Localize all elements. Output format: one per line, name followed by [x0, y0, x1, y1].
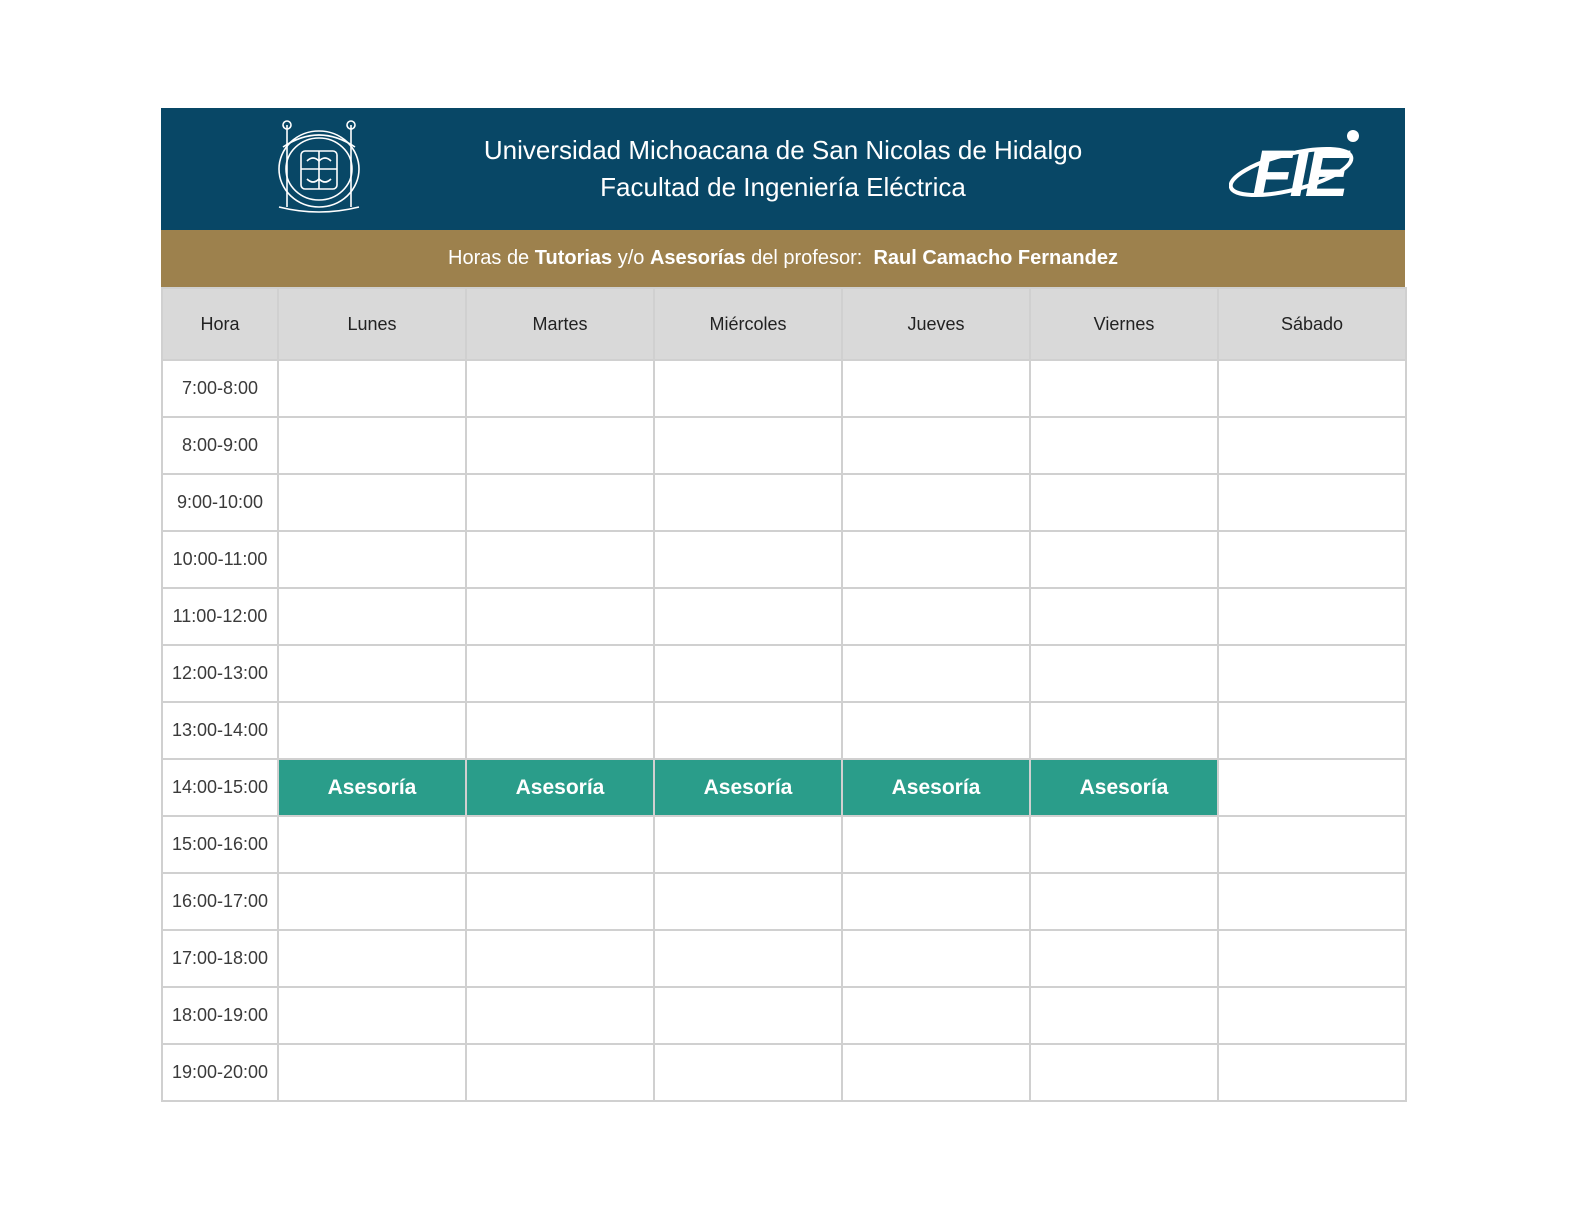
subheader-prefix: Horas de — [448, 247, 535, 269]
empty-slot-cell — [654, 588, 842, 645]
asesoria-cell: Asesoría — [654, 759, 842, 816]
schedule-table — [161, 287, 1407, 1102]
asesoria-cell: Asesoría — [842, 759, 1030, 816]
empty-slot-cell — [1030, 360, 1218, 417]
empty-slot-cell — [1030, 417, 1218, 474]
hour-cell: 12:00-13:00 — [162, 645, 278, 702]
subheader-suffix: del profesor: — [745, 247, 863, 269]
empty-slot-cell — [1030, 645, 1218, 702]
empty-slot-cell — [466, 417, 654, 474]
subheader-tutorias: Tutorias — [534, 247, 613, 269]
empty-slot-cell — [278, 360, 466, 417]
empty-slot-cell — [1030, 474, 1218, 531]
empty-slot-cell — [1030, 816, 1218, 873]
table-row — [162, 531, 1406, 588]
schedule-sheet — [161, 108, 1405, 1102]
table-row — [162, 816, 1406, 873]
empty-slot-cell — [654, 702, 842, 759]
header-titles — [161, 132, 1405, 206]
university-name: Universidad Michoacana de San Nicolas de Hidalgo — [483, 135, 1083, 165]
table-row — [162, 588, 1406, 645]
hour-cell: 15:00-16:00 — [162, 816, 278, 873]
faculty-name: Facultad de Ingeniería Eléctrica — [600, 172, 966, 202]
empty-slot-cell — [1030, 702, 1218, 759]
professor-banner — [161, 230, 1405, 287]
column-header-lunes: Lunes — [278, 288, 466, 360]
empty-slot-cell — [466, 930, 654, 987]
subheader-asesorias: Asesorías — [649, 247, 746, 269]
empty-slot-cell — [842, 531, 1030, 588]
empty-slot-cell — [842, 702, 1030, 759]
empty-slot-cell — [278, 873, 466, 930]
table-row — [162, 474, 1406, 531]
empty-slot-cell — [278, 474, 466, 531]
empty-slot-cell — [842, 360, 1030, 417]
table-row — [162, 987, 1406, 1044]
empty-slot-cell — [842, 417, 1030, 474]
fie-logo-icon — [1229, 122, 1361, 206]
column-header-viernes: Viernes — [1030, 288, 1218, 360]
table-row — [162, 645, 1406, 702]
empty-slot-cell — [466, 987, 654, 1044]
hour-cell: 17:00-18:00 — [162, 930, 278, 987]
empty-slot-cell — [1218, 816, 1406, 873]
header-banner — [161, 108, 1405, 230]
empty-slot-cell — [842, 987, 1030, 1044]
empty-slot-cell — [466, 588, 654, 645]
table-row — [162, 930, 1406, 987]
empty-slot-cell — [1030, 873, 1218, 930]
column-header-martes: Martes — [466, 288, 654, 360]
empty-slot-cell — [842, 1044, 1030, 1101]
empty-slot-cell — [1218, 360, 1406, 417]
empty-slot-cell — [278, 645, 466, 702]
empty-slot-cell — [1218, 930, 1406, 987]
empty-slot-cell — [278, 987, 466, 1044]
empty-slot-cell — [1030, 1044, 1218, 1101]
hour-cell: 16:00-17:00 — [162, 873, 278, 930]
empty-slot-cell — [466, 645, 654, 702]
hour-cell: 13:00-14:00 — [162, 702, 278, 759]
empty-slot-cell — [1218, 987, 1406, 1044]
empty-slot-cell — [654, 417, 842, 474]
hour-cell: 11:00-12:00 — [162, 588, 278, 645]
asesoria-cell: Asesoría — [1030, 759, 1218, 816]
empty-slot-cell — [278, 816, 466, 873]
table-row — [162, 873, 1406, 930]
empty-slot-cell — [1030, 930, 1218, 987]
empty-slot-cell — [842, 873, 1030, 930]
empty-slot-cell — [1218, 531, 1406, 588]
empty-slot-cell — [1030, 987, 1218, 1044]
empty-slot-cell — [1030, 588, 1218, 645]
empty-slot-cell — [1030, 531, 1218, 588]
table-row — [162, 360, 1406, 417]
empty-slot-cell — [1218, 645, 1406, 702]
professor-name: Raul Camacho Fernandez — [873, 247, 1118, 269]
empty-slot-cell — [466, 531, 654, 588]
column-header-jueves: Jueves — [842, 288, 1030, 360]
asesoria-cell: Asesoría — [466, 759, 654, 816]
hour-cell: 9:00-10:00 — [162, 474, 278, 531]
empty-slot-cell — [654, 987, 842, 1044]
hour-cell: 18:00-19:00 — [162, 987, 278, 1044]
empty-slot-cell — [654, 930, 842, 987]
empty-slot-cell — [278, 588, 466, 645]
empty-slot-cell — [654, 645, 842, 702]
empty-slot-cell — [1218, 702, 1406, 759]
empty-slot-cell — [654, 360, 842, 417]
column-header-sabado: Sábado — [1218, 288, 1406, 360]
empty-slot-cell — [654, 474, 842, 531]
empty-slot-cell — [466, 873, 654, 930]
table-row — [162, 702, 1406, 759]
empty-slot-cell — [842, 645, 1030, 702]
empty-slot-cell — [278, 930, 466, 987]
hour-cell: 7:00-8:00 — [162, 360, 278, 417]
empty-slot-cell — [466, 816, 654, 873]
empty-slot-cell — [1218, 1044, 1406, 1101]
fie-logo-text: FIE — [1252, 136, 1346, 206]
empty-slot-cell — [466, 474, 654, 531]
empty-slot-cell — [654, 816, 842, 873]
empty-slot-cell — [654, 873, 842, 930]
hour-cell: 14:00-15:00 — [162, 759, 278, 816]
empty-slot-cell — [842, 930, 1030, 987]
empty-slot-cell — [842, 816, 1030, 873]
table-row — [162, 1044, 1406, 1101]
empty-slot-cell — [654, 531, 842, 588]
empty-slot-cell — [1218, 873, 1406, 930]
empty-slot-cell — [278, 702, 466, 759]
schedule-body — [162, 360, 1406, 1101]
table-row — [162, 417, 1406, 474]
hour-cell: 10:00-11:00 — [162, 531, 278, 588]
empty-slot-cell — [842, 474, 1030, 531]
subheader-connector: y/o — [612, 247, 650, 269]
empty-slot-cell — [1218, 759, 1406, 816]
empty-slot-cell — [1218, 474, 1406, 531]
table-row — [162, 759, 1406, 816]
empty-slot-cell — [842, 588, 1030, 645]
empty-slot-cell — [278, 417, 466, 474]
empty-slot-cell — [278, 1044, 466, 1101]
asesoria-cell: Asesoría — [278, 759, 466, 816]
hour-cell: 8:00-9:00 — [162, 417, 278, 474]
column-header-miercoles: Miércoles — [654, 288, 842, 360]
table-header-row — [162, 288, 1406, 360]
empty-slot-cell — [466, 360, 654, 417]
empty-slot-cell — [654, 1044, 842, 1101]
hour-cell: 19:00-20:00 — [162, 1044, 278, 1101]
empty-slot-cell — [278, 531, 466, 588]
empty-slot-cell — [1218, 417, 1406, 474]
column-header-hora: Hora — [162, 288, 278, 360]
empty-slot-cell — [466, 702, 654, 759]
empty-slot-cell — [466, 1044, 654, 1101]
empty-slot-cell — [1218, 588, 1406, 645]
